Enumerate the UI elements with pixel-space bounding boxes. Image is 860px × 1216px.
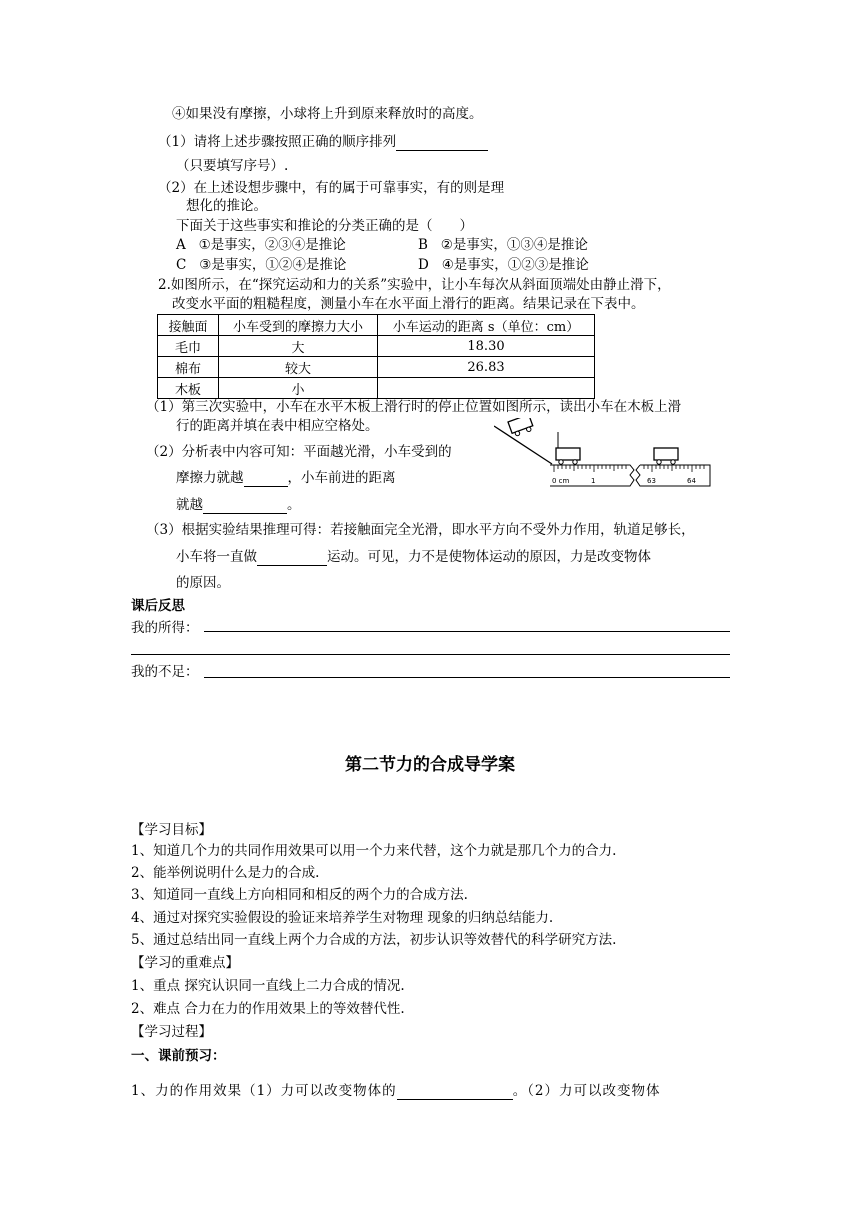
table-cell: 26.83 [378,357,595,378]
problem-2-intro-1: 2.如图所示，在“探究运动和力的关系”实验中，让小车每次从斜面顶端处由静止滑下， [158,277,671,293]
preview-line [131,1082,661,1100]
sub-question-3-text-a: 小车将一直做 [176,549,257,565]
sub-question-2-text-d: 。 [287,497,301,513]
step-4-text: ④如果没有摩擦，小球将上升到原来释放时的高度。 [172,106,483,122]
table-row [158,357,595,378]
option-a-text: ①是事实，②③④是推论 [198,237,346,253]
sub-question-3-text-b: 运动。可见，力不是使物体运动的原因，力是改变物体 [327,549,651,565]
key-points-heading: 【学习的重难点】 [131,955,239,971]
table-cell: 较大 [219,357,378,378]
sub-question-1-line-1: （1）第三次实验中，小车在水平木板上滑行时的停止位置如图所示，读出小车在木板上滑 [146,399,682,415]
table-cell: 木板 [158,378,219,399]
sub-question-1-line-2: 行的距离并填在表中相应空格处。 [176,418,379,434]
incline-surface [494,426,552,464]
option-b [418,236,588,254]
sub-question-3-line-3: 的原因。 [176,575,230,591]
table-header-row [158,315,595,336]
answer-blank-order[interactable] [396,136,488,151]
option-c [176,256,346,274]
process-heading: 【学习过程】 [131,1024,212,1040]
ruler-label: 1 [591,477,596,485]
preview-text-b: 。（2）力可以改变物体 [512,1083,661,1099]
table-header: 小车运动的距离 s（单位：cm） [378,315,595,336]
sub-question-3-line-2 [176,548,651,566]
ruler [550,465,710,486]
preview-heading: 一、课前预习： [131,1048,226,1064]
sub-question-2-text-b: ，小车前进的距离 [287,470,396,486]
answer-blank-motion[interactable] [257,551,327,566]
question-1-label: （1）请将上述步骤按照正确的顺序排列 [158,134,397,150]
sub-question-2-line-3 [176,496,301,514]
key-point-item: 1、重点 探究认识同一直线上二力合成的情况. [131,978,405,994]
goal-item: 1、知道几个力的共同作用效果可以用一个力来代替，这个力就是那几个力的合力. [131,843,617,859]
table-row [158,378,595,399]
option-d-text: ④是事实，①②③是推论 [441,257,589,273]
table-header: 接触面 [158,315,219,336]
goals-heading: 【学习目标】 [131,822,212,838]
lack-label: 我的不足： [131,664,199,680]
question-2-line-2: 想化的推论。 [186,198,267,214]
ruler-label: 63 [647,477,656,485]
gain-label: 我的所得： [131,620,199,636]
table-cell-answer[interactable] [378,378,595,399]
goal-item: 4、通过对探究实验假设的验证来培养学生对物理 现象的归纳总结能力. [131,910,554,926]
ruler-label: 0 cm [552,477,570,485]
section-title: 第二节力的合成导学案 [345,755,515,775]
goal-item: 5、通过总结出同一直线上两个力合成的方法，初步认识等效替代的科学研究方法. [131,932,617,948]
table-row [158,336,595,357]
gain-answer-line-2[interactable] [131,654,730,655]
answer-blank-friction[interactable] [244,472,288,487]
question-2-line-3: 下面关于这些事实和推论的分类正确的是（ ） [176,218,473,234]
sub-question-2-line-1: （2）分析表中内容可知：平面越光滑，小车受到的 [146,444,452,460]
table-header: 小车受到的摩擦力大小 [219,315,378,336]
results-table [157,314,595,399]
question-1-hint: （只要填写序号）. [176,158,289,174]
table-cell: 毛巾 [158,336,219,357]
problem-2-intro-2: 改变水平面的粗糙程度，测量小车在水平面上滑行的距离。结果记录在下表中。 [172,296,645,312]
option-c-text: ③是事实，①②④是推论 [199,257,347,273]
goal-item: 3、知道同一直线上方向相同和相反的两个力的合成方法. [131,887,468,903]
cart-start-icon [556,448,580,464]
question-1 [158,133,488,151]
option-d-letter: D [418,257,429,273]
lack-answer-line[interactable] [204,677,730,678]
sub-question-2-line-2 [176,469,396,487]
key-point-item: 2、难点 合力在力的作用效果上的等效替代性. [131,1001,405,1017]
table-cell: 棉布 [158,357,219,378]
cart-top-icon [508,418,534,437]
table-cell: 大 [219,336,378,357]
option-a [176,236,346,254]
preview-text-a: 1、力的作用效果（1）力可以改变物体的 [131,1083,397,1099]
answer-blank-distance[interactable] [203,499,287,514]
cart-stop-icon [654,448,678,464]
sub-question-2-text-c: 就越 [176,497,203,513]
gain-answer-line[interactable] [204,631,730,632]
option-b-text: ②是事实，①③④是推论 [440,237,588,253]
option-c-letter: C [176,257,187,273]
option-a-letter: A [176,237,186,253]
table-cell: 小 [219,378,378,399]
incline-ruler-figure [494,418,714,492]
reflection-heading: 课后反思 [131,598,185,614]
option-d [418,256,589,274]
goal-item: 2、能举例说明什么是力的合成. [131,865,320,881]
option-b-letter: B [418,237,428,253]
answer-blank-effect[interactable] [397,1085,513,1100]
table-cell: 18.30 [378,336,595,357]
ruler-label: 64 [687,477,696,485]
sub-question-3-line-1: （3）根据实验结果推理可得：若接触面完全光滑，即水平方向不受外力作用，轨道足够长， [146,522,695,538]
sub-question-2-text-a: 摩擦力就越 [176,470,244,486]
question-2-line-1: （2）在上述设想步骤中，有的属于可靠事实，有的则是理 [158,180,505,196]
